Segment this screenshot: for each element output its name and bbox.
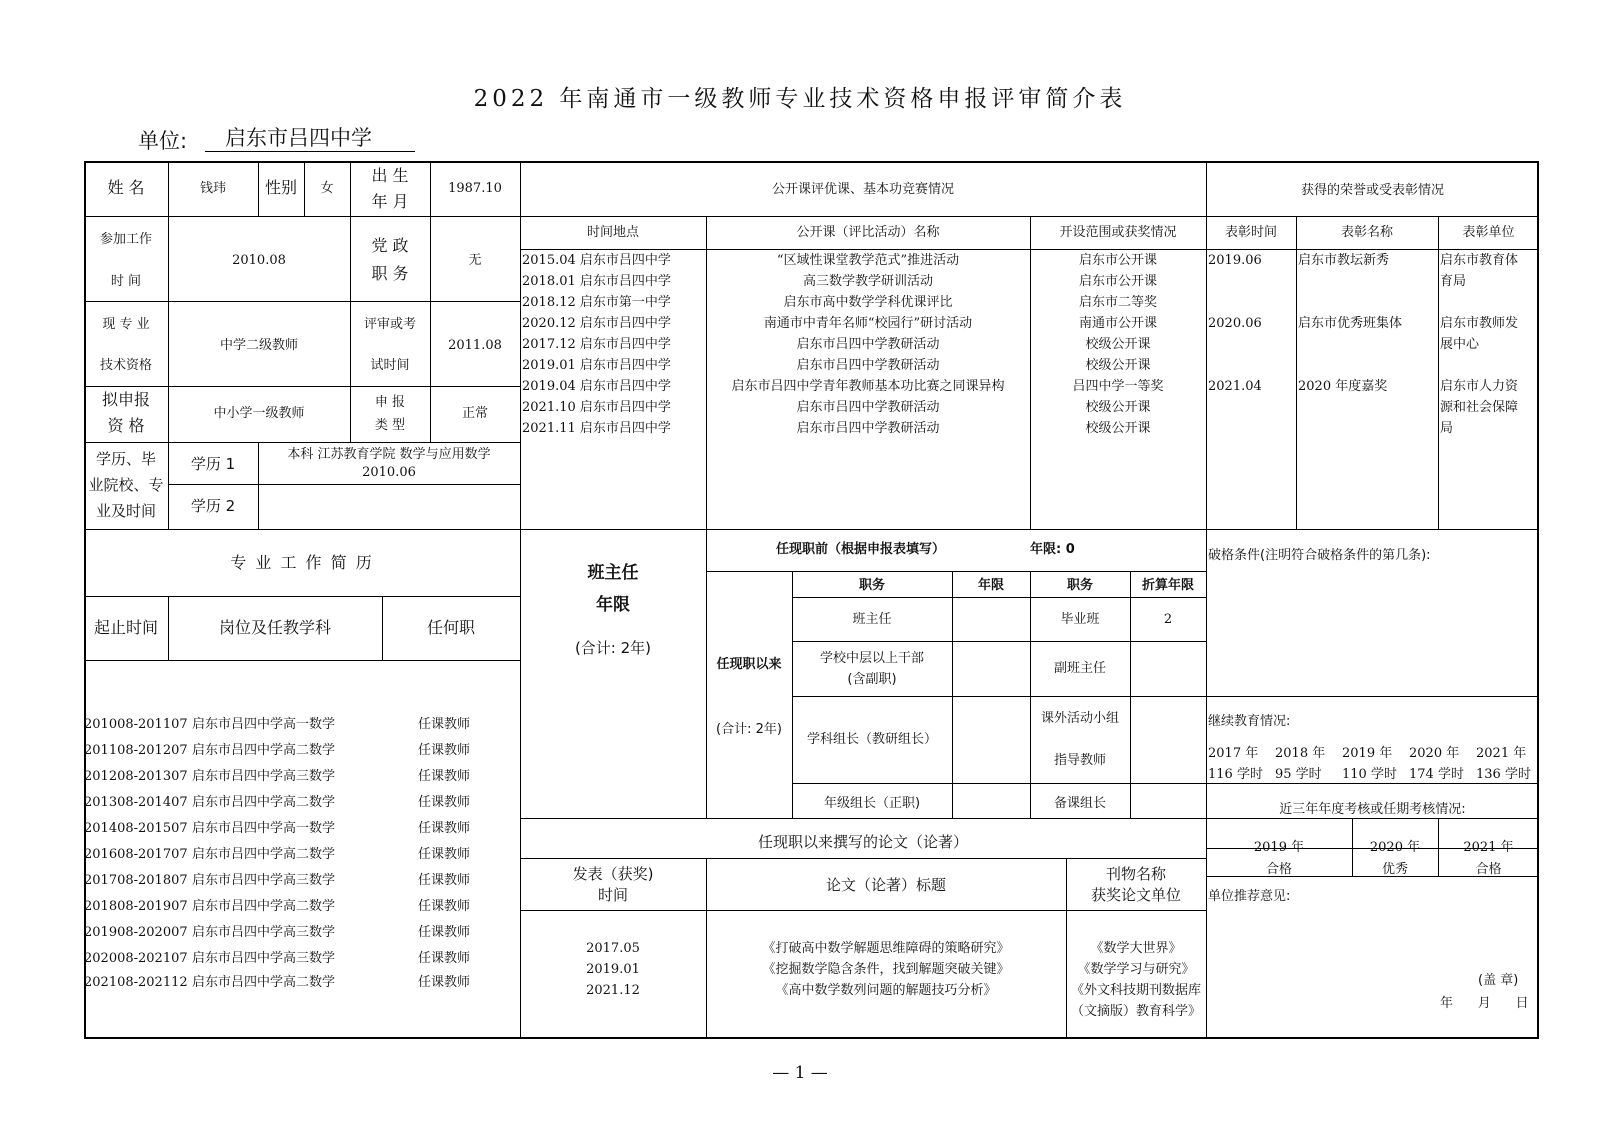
ct-row3-post2-2: 指导教师 <box>1053 753 1106 768</box>
qual-label: 现 专 业 <box>102 317 150 332</box>
open-class-time: 2015.04 启东市吕四中学 <box>522 253 671 268</box>
open-class-col-time: 时间地点 <box>586 225 639 240</box>
resume-post: 启东市吕四中学高二数学 <box>192 795 336 810</box>
assess-result: 优秀 <box>1381 862 1408 877</box>
open-class-name: 启东市高中数学学科优课评比 <box>783 295 953 310</box>
party-value: 无 <box>468 253 482 268</box>
resume-role: 任课教师 <box>418 925 471 940</box>
years-label: 年限: 0 <box>1030 542 1075 557</box>
assess-year: 2021 年 <box>1463 840 1514 855</box>
before-label: 任现职前（根据申报表填写） <box>776 542 946 557</box>
open-class-name: 南通市中青年名师“校园行”研讨活动 <box>763 316 973 331</box>
open-class-scope: 校级公开课 <box>1085 400 1151 415</box>
cont-edu-hours: 116 学时 <box>1208 767 1263 782</box>
open-class-time: 2018.01 启东市吕四中学 <box>522 274 671 289</box>
resume-time: 201108-201207 <box>84 743 188 758</box>
resume-post: 启东市吕四中学高三数学 <box>192 925 336 940</box>
honor-unit: 展中心 <box>1440 337 1480 352</box>
cont-edu-hours: 110 学时 <box>1342 767 1397 782</box>
ct-row1-conv: 2 <box>1163 612 1173 627</box>
resume-time: 201408-201507 <box>84 821 188 836</box>
open-class-time: 2020.12 启东市吕四中学 <box>522 316 671 331</box>
honor-unit: 源和社会保障 <box>1440 400 1519 415</box>
edu-label-2: 业院校、专 <box>88 476 164 494</box>
name-label: 姓 名 <box>107 178 145 197</box>
paper-time: 2021.12 <box>586 983 640 998</box>
ct-row2-post: 学校中层以上干部 <box>819 651 924 666</box>
apply-label: 拟申报 <box>101 390 150 409</box>
apply-value: 中小学一级教师 <box>213 406 305 421</box>
assess-result: 合格 <box>1265 862 1292 877</box>
cont-edu-year: 2020 年 <box>1409 746 1460 761</box>
open-class-time: 2017.12 启东市吕四中学 <box>522 337 671 352</box>
honor-name: 2020 年度嘉奖 <box>1298 379 1388 394</box>
paper-title: 《挖掘数学隐含条件，找到解题突破关键》 <box>762 962 1010 977</box>
ct-row4-post: 年级组长（正职) <box>823 796 921 811</box>
seal-label: (盖 章) <box>1478 973 1519 988</box>
cont-edu-year: 2021 年 <box>1476 746 1527 761</box>
honors-header: 获得的荣誉或受表彰情况 <box>1300 183 1444 198</box>
paper-journal: 《数学学习与研究》 <box>1077 962 1195 977</box>
name-value: 钱玮 <box>199 181 226 196</box>
ct-row3-post: 学科组长（教研组长） <box>806 732 937 747</box>
open-class-scope: 校级公开课 <box>1085 358 1151 373</box>
paper-time: 2019.01 <box>586 962 640 977</box>
ct-col-post2: 职务 <box>1066 578 1093 593</box>
cont-edu-hours: 136 学时 <box>1476 767 1531 782</box>
resume-role: 任课教师 <box>418 873 471 888</box>
open-class-name: 启东市吕四中学教研活动 <box>796 421 940 436</box>
class-teacher-title: 班主任 <box>587 563 639 583</box>
class-teacher-total: (合计: 2年) <box>574 639 652 657</box>
birth-label: 出 生 <box>371 166 409 185</box>
resume-post: 启东市吕四中学高二数学 <box>192 975 336 990</box>
ct-row1-post: 班主任 <box>852 612 892 627</box>
resume-role: 任课教师 <box>418 769 471 784</box>
ct-row1-post2: 毕业班 <box>1060 612 1100 627</box>
gender-label: 性别 <box>264 178 297 197</box>
open-class-time: 2021.10 启东市吕四中学 <box>522 400 671 415</box>
open-class-name: 启东市吕四中学青年教师基本功比赛之同课异构 <box>731 379 1005 394</box>
party-label: 党 政 <box>371 236 409 255</box>
open-class-name: “区域性课堂教学范式”推进活动 <box>776 253 960 268</box>
resume-post: 启东市吕四中学高二数学 <box>192 847 336 862</box>
journal-extra: （文摘版）教育科学》 <box>1070 1004 1201 1019</box>
honor-unit: 育局 <box>1440 274 1467 289</box>
qual-value: 中学二级教师 <box>219 338 298 353</box>
type-value: 正常 <box>461 406 488 421</box>
since-label: 任现职以来 <box>716 657 782 672</box>
resume-post: 启东市吕四中学高三数学 <box>192 873 336 888</box>
edu-label-3: 业及时间 <box>95 502 156 520</box>
gender-value: 女 <box>320 181 334 196</box>
edu-label: 学历、毕 <box>95 450 156 468</box>
resume-role: 任课教师 <box>418 847 471 862</box>
qual-label-2: 技术资格 <box>99 358 152 373</box>
class-teacher-title-2: 年限 <box>596 595 630 615</box>
ct-col-post: 职务 <box>858 578 885 593</box>
resume-post: 启东市吕四中学高二数学 <box>192 743 336 758</box>
ct-row3-post2: 课外活动小组 <box>1040 711 1119 726</box>
papers-col-time-2: 时间 <box>597 886 628 904</box>
open-class-name: 高三数学教学研训活动 <box>802 274 933 289</box>
resume-time: 201708-201807 <box>84 873 188 888</box>
resume-col-role: 任何职 <box>426 618 475 637</box>
type-label: 申 报 <box>374 395 406 410</box>
assess-year: 2019 年 <box>1253 840 1305 855</box>
paper-time: 2017.05 <box>586 941 640 956</box>
open-class-scope: 吕四中学一等奖 <box>1072 379 1164 394</box>
work-label-2: 时 间 <box>110 274 142 289</box>
papers-col-journal-2: 获奖论文单位 <box>1090 886 1181 904</box>
work-label: 参加工作 <box>99 232 152 247</box>
open-class-time: 2019.04 启东市吕四中学 <box>522 379 671 394</box>
paper-journal: 《外文科技期刊数据库 <box>1070 983 1201 998</box>
open-class-header: 公开课评优课、基本功竞赛情况 <box>771 182 954 197</box>
ct-col-years: 年限 <box>977 578 1004 593</box>
resume-role: 任课教师 <box>418 717 471 732</box>
resume-time: 201208-201307 <box>84 769 188 784</box>
birth-value: 1987.10 <box>448 181 502 196</box>
cont-edu-year: 2019 年 <box>1342 746 1393 761</box>
cont-edu-label: 继续教育情况: <box>1208 714 1291 729</box>
party-label-2: 职 务 <box>371 264 409 283</box>
review-label-2: 试时间 <box>370 358 410 373</box>
honor-unit: 启东市教育体 <box>1440 253 1519 268</box>
resume-time: 201908-202007 <box>84 925 188 940</box>
work-value: 2010.08 <box>232 253 286 268</box>
date-label: 年 月 日 <box>1440 996 1529 1011</box>
resume-post: 启东市吕四中学高三数学 <box>192 769 336 784</box>
honors-col-unit: 表彰单位 <box>1462 225 1515 240</box>
since-total: (合计: 2年) <box>716 722 782 737</box>
papers-col-time: 发表（获奖) <box>572 865 654 883</box>
open-class-scope: 启东市公开课 <box>1078 274 1157 289</box>
recommend-label: 单位推荐意见: <box>1208 889 1291 904</box>
open-class-scope: 启东市二等奖 <box>1078 295 1157 310</box>
resume-role: 任课教师 <box>418 899 471 914</box>
paper-title: 《高中数学数列问题的解题技巧分析》 <box>775 983 997 998</box>
honor-time: 2019.06 <box>1208 253 1262 268</box>
cont-edu-hours: 174 学时 <box>1409 767 1464 782</box>
ct-col-conv: 折算年限 <box>1141 578 1194 593</box>
resume-post: 启东市吕四中学高一数学 <box>192 717 336 732</box>
assess-label: 近三年年度考核或任期考核情况: <box>1279 802 1466 817</box>
open-class-name: 启东市吕四中学教研活动 <box>796 400 940 415</box>
papers-col-journal: 刊物名称 <box>1105 865 1166 883</box>
birth-label-2: 年 月 <box>371 192 409 211</box>
open-class-scope: 校级公开课 <box>1085 337 1151 352</box>
honor-name: 启东市优秀班集体 <box>1298 316 1403 331</box>
review-label: 评审或考 <box>363 317 416 332</box>
cont-edu-year: 2017 年 <box>1208 746 1259 761</box>
edu1-label: 学历 1 <box>190 455 236 473</box>
resume-time: 201308-201407 <box>84 795 188 810</box>
resume-time: 201608-201707 <box>84 847 188 862</box>
honors-col-name: 表彰名称 <box>1340 225 1393 240</box>
open-class-scope: 校级公开课 <box>1085 421 1151 436</box>
resume-col-time: 起止时间 <box>93 618 158 637</box>
resume-role: 任课教师 <box>418 743 471 758</box>
exception-label: 破格条件(注明符合破格条件的第几条): <box>1208 548 1431 563</box>
edu2-label: 学历 2 <box>190 497 236 515</box>
open-class-time: 2021.11 启东市吕四中学 <box>522 421 671 436</box>
papers-col-title: 论文（论著）标题 <box>825 876 946 894</box>
assess-result: 合格 <box>1475 862 1502 877</box>
page-title: 2022 年南通市一级教师专业技术资格申报评审简介表 <box>473 86 1127 112</box>
ct-row2-post-2: (含副职) <box>847 672 897 687</box>
resume-post: 启东市吕四中学高三数学 <box>192 951 336 966</box>
unit-label: 单位: <box>138 129 188 153</box>
cont-edu-hours: 95 学时 <box>1275 767 1322 782</box>
assess-year: 2020 年 <box>1369 840 1421 855</box>
resume-role: 任课教师 <box>418 975 471 990</box>
honor-unit: 启东市教师发 <box>1440 316 1519 331</box>
resume-time: 202008-202107 <box>84 951 188 966</box>
open-class-time: 2019.01 启东市吕四中学 <box>522 358 671 373</box>
honor-time: 2020.06 <box>1208 316 1262 331</box>
ct-row2-post2: 副班主任 <box>1053 661 1106 676</box>
review-value: 2011.08 <box>448 338 502 353</box>
open-class-col-scope: 开设范围或获奖情况 <box>1059 225 1177 240</box>
type-label-2: 类 型 <box>374 418 406 433</box>
resume-post: 启东市吕四中学高一数学 <box>192 821 336 836</box>
cont-edu-year: 2018 年 <box>1275 746 1326 761</box>
resume-role: 任课教师 <box>418 951 471 966</box>
resume-role: 任课教师 <box>418 821 471 836</box>
open-class-time: 2018.12 启东市第一中学 <box>522 295 671 310</box>
page-number: — 1 — <box>772 1063 828 1083</box>
unit-value: 启东市吕四中学 <box>205 125 415 152</box>
honor-unit: 局 <box>1440 421 1454 436</box>
honor-unit: 启东市人力资 <box>1440 379 1519 394</box>
open-class-name: 启东市吕四中学教研活动 <box>796 358 940 373</box>
edu1-value: 本科 江苏教育学院 数学与应用数学 <box>287 447 491 462</box>
paper-journal: 《数学大世界》 <box>1090 941 1182 956</box>
resume-role: 任课教师 <box>418 795 471 810</box>
resume-header: 专 业 工 作 简 历 <box>230 553 374 572</box>
apply-label-2: 资 格 <box>107 416 145 435</box>
open-class-name: 启东市吕四中学教研活动 <box>796 337 940 352</box>
resume-time: 201808-201907 <box>84 899 188 914</box>
resume-col-post: 岗位及任教学科 <box>218 618 331 637</box>
papers-header: 任现职以来撰写的论文（论著） <box>757 833 968 851</box>
resume-post: 启东市吕四中学高二数学 <box>192 899 336 914</box>
ct-row4-post2: 备课组长 <box>1053 796 1106 811</box>
edu1-date: 2010.06 <box>362 465 416 480</box>
honors-col-time: 表彰时间 <box>1224 225 1277 240</box>
honor-name: 启东市教坛新秀 <box>1298 253 1390 268</box>
open-class-scope: 启东市公开课 <box>1078 253 1157 268</box>
paper-title: 《打破高中数学解题思维障碍的策略研究》 <box>762 941 1010 956</box>
resume-time: 201008-201107 <box>84 717 188 732</box>
resume-time: 202108-202112 <box>84 975 188 990</box>
open-class-scope: 南通市公开课 <box>1078 316 1157 331</box>
open-class-col-name: 公开课（评比活动）名称 <box>796 225 940 240</box>
honor-time: 2021.04 <box>1208 379 1262 394</box>
